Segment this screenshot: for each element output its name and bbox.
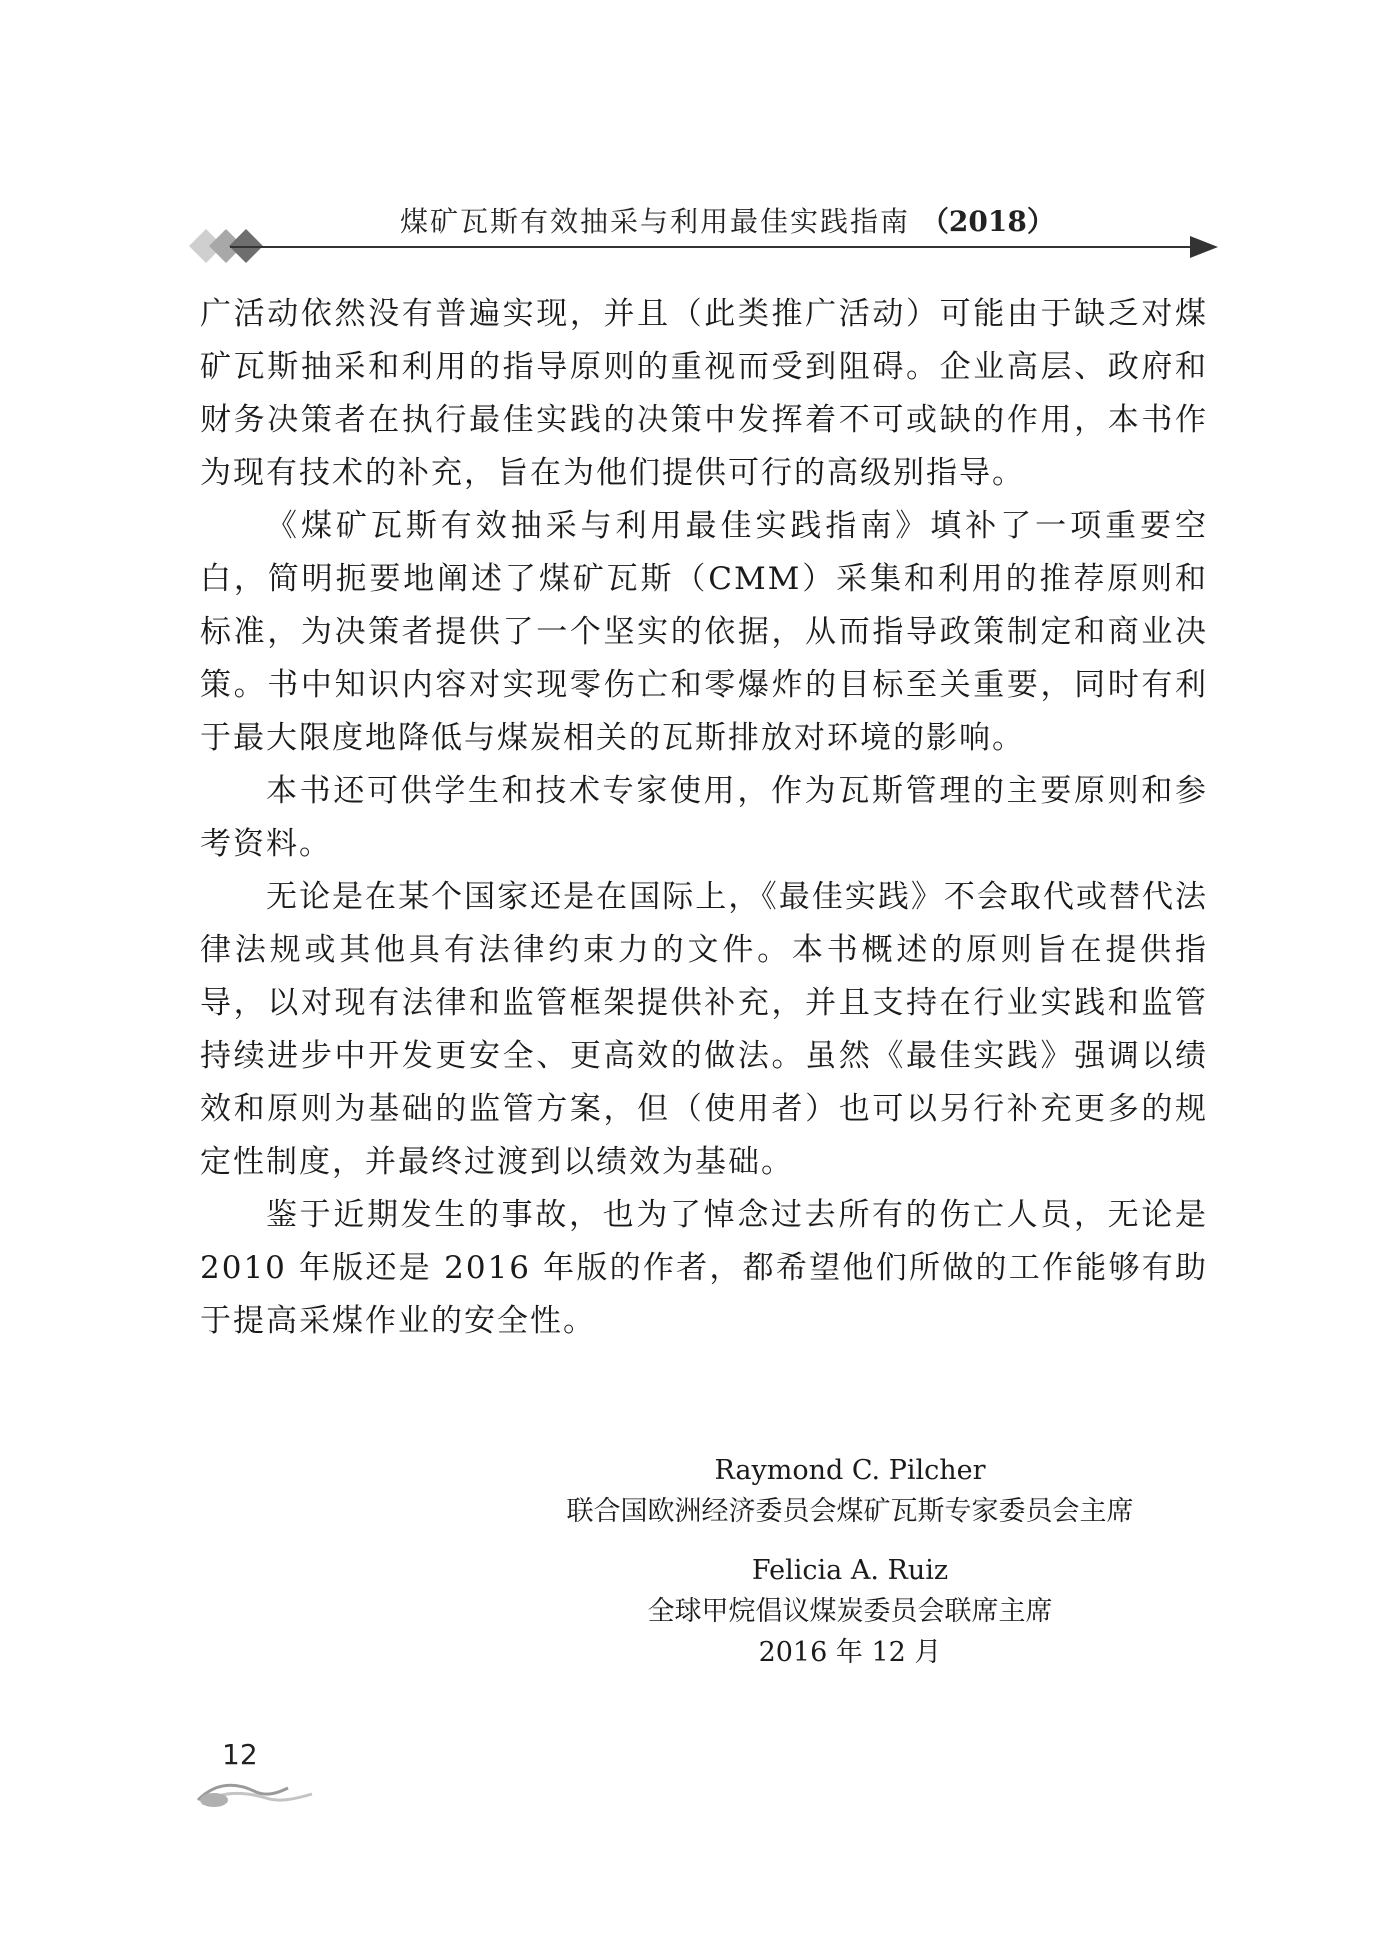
- paragraph-5: 鉴于近期发生的事故，也为了悼念过去所有的伤亡人员，无论是2010 年版还是 2016 年版的作者，都希望他们所做的工作能够有助于提高采煤作业的安全性。: [200, 1197, 1208, 1339]
- paragraph-3: 本书还可供学生和技术专家使用，作为瓦斯管理的主要原则和参考资料。: [200, 773, 1208, 862]
- header-year: （2018）: [920, 205, 1055, 238]
- paragraph-1: 广活动依然没有普遍实现，并且（此类推广活动）可能由于缺乏对煤矿瓦斯抽采和利用的指导原则的重视而受到阻碍。企业高层、政府和财务决策者在执行最佳实践的决策中发挥着不可或缺的作用，本书作为现有技术的补充，旨在为他们提供可行的高级别指导。: [200, 296, 1208, 491]
- signer-2-title: 全球甲烷倡议煤炭委员会联席主席: [647, 1596, 1053, 1627]
- header-rule: [230, 246, 1198, 248]
- page-number: 12: [222, 1738, 258, 1771]
- footer-swirl-icon: [196, 1770, 316, 1810]
- body-text: [200, 288, 1208, 1348]
- running-header: [190, 200, 1220, 260]
- paragraph-4: 无论是在某个国家还是在国际上，《最佳实践》不会取代或替代法律法规或其他具有法律约束力的文件。本书概述的原则旨在提供指导，以对现有法律和监管框架提供补充，并且支持在行业实践和监管持续进步中开发更安全、更高效的做法。虽然《最佳实践》强调以绩效和原则为基础的监管方案，但（使用者）也可以另行补充更多的规定性制度，并最终过渡到以绩效为基础。: [200, 879, 1208, 1180]
- signature-date: 2016 年 12 月: [758, 1637, 942, 1668]
- paragraph-2: 《煤矿瓦斯有效抽采与利用最佳实践指南》填补了一项重要空白，简明扼要地阐述了煤矿瓦斯（CMM）采集和利用的推荐原则和标准，为决策者提供了一个坚实的依据，从而指导政策制定和商业决策。书中知识内容对实现零伤亡和零爆炸的目标至关重要，同时有利于最大限度地降低与煤炭相关的瓦斯排放对环境的影响。: [200, 508, 1208, 756]
- header-title: [400, 200, 1055, 240]
- signer-1-name: Raymond C. Pilcher: [714, 1455, 986, 1486]
- signer-1-title: 联合国欧洲经济委员会煤矿瓦斯专家委员会主席: [566, 1496, 1134, 1527]
- header-arrow-icon: [1190, 236, 1218, 258]
- signer-2-name: Felicia A. Ruiz: [751, 1555, 949, 1586]
- header-book-title: 煤矿瓦斯有效抽采与利用最佳实践指南: [400, 205, 911, 238]
- signature-block: [540, 1450, 1160, 1673]
